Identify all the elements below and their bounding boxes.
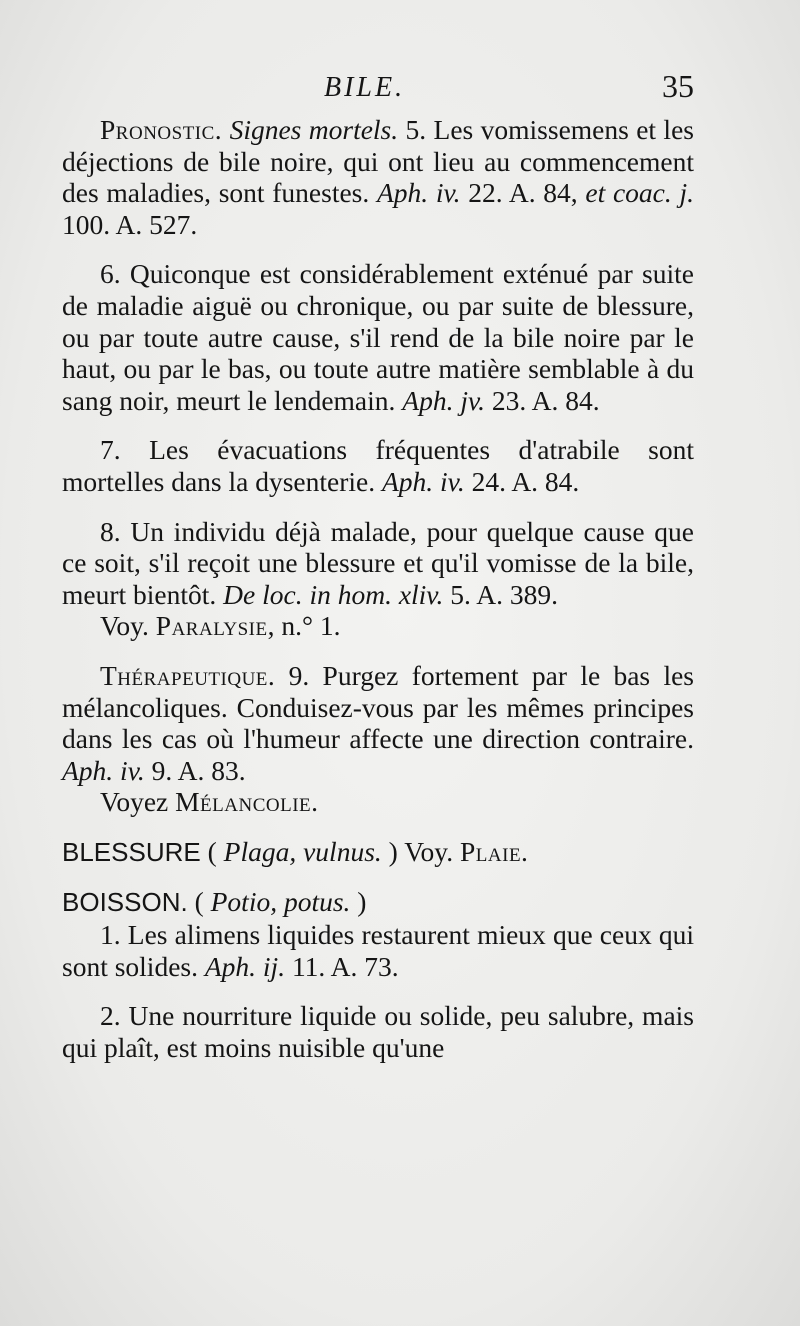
entry-latin-terms: Plaga, vulnus. (223, 835, 382, 867)
reference-de-loc: De loc. in hom. xliv. (223, 578, 444, 610)
reference-aph: Aph. iv. (376, 177, 461, 209)
reference-aph-detail: 11. A. 73. (285, 950, 399, 982)
see-also-melancolie (62, 786, 694, 818)
paragraph-6 (62, 258, 694, 416)
reference-aph: Aph. iv. (62, 754, 145, 786)
see-also-detail: , n.° 1. (267, 610, 341, 642)
boisson-paragraph-1-text: 1. Les alimens liquides restaurent mieux que ceux qui sont solides. (62, 919, 694, 982)
reference-coac-detail: 100. A. 527. (62, 208, 198, 240)
entry-latin-terms: Potio, potus. (210, 886, 351, 918)
see-also-paralysie (62, 610, 694, 642)
reference-aph: Aph. iv. (381, 465, 465, 497)
subheading-signes-mortels: Signes mortels. (229, 114, 399, 145)
paragraph-7 (62, 434, 694, 497)
see-also-target: Plaie. (460, 835, 529, 867)
entry-blessure: BLESSURE ( Plaga, vulnus. ) Voy. Plaie. (62, 835, 529, 867)
page-number: 35 (662, 68, 694, 104)
reference-coac: et coac. j. (585, 177, 694, 209)
reference-aph-detail: 23. A. 84. (485, 384, 600, 416)
see-also-label: Voy. (100, 610, 156, 642)
reference-aph-detail: 22. A. 84, (460, 177, 586, 209)
reference-aph-detail: 9. A. 83. (144, 754, 246, 786)
paragraph-9 (62, 660, 694, 786)
reference-aph: Aph. jv. (402, 384, 485, 416)
see-also-target: Paralysie (155, 610, 268, 642)
boisson-paragraph-1 (62, 919, 694, 982)
boisson-paragraph-2-text: 2. Une nourriture liquide ou solide, peu salubre, mais qui plaît, est moins nuisible qu'une (62, 1000, 694, 1063)
paragraph-7-text: 7. Les évacuations fréquentes d'atrabile sont mortelles dans la dysenterie. (62, 434, 694, 497)
see-also-label: Voyez (100, 786, 176, 818)
boisson-paragraph-2 (62, 1000, 694, 1063)
section-label-pronostic: Pronostic. (100, 114, 223, 145)
see-also-target: Mélancolie. (175, 786, 319, 818)
paragraph-5 (62, 114, 694, 240)
reference-de-loc-detail: 5. A. 389. (443, 578, 558, 610)
section-label-therapeutique: Thérapeutique. (100, 659, 276, 691)
page-body (62, 114, 694, 1063)
paragraph-8-text: 8. Un individu déjà malade, pour quelque cause que ce soit, s'il reçoit une blessure et qu'il vomisse de la bile, meurt bientôt. (62, 515, 694, 610)
paragraph-8 (62, 516, 694, 611)
entry-boisson: BOISSON. ( Potio, potus. ) (62, 886, 367, 918)
reference-aph: Aph. ij. (204, 950, 286, 982)
paragraph-6-text: 6. Quiconque est considérablement exténué par suite de maladie aiguë ou chronique, ou par suite de blessure, ou par toute autre cause, s'il rend de la bile noire par le haut, ou par le bas, ou toute autre matière semblable à du sang noir, meurt le lendemain. (62, 258, 694, 416)
reference-aph-detail: 24. A. 84. (464, 465, 580, 497)
entry-headword: BOISSON. (62, 887, 188, 918)
page-header (62, 68, 694, 112)
see-also-label: Voy. (397, 835, 460, 867)
entry-headword: BLESSURE (62, 836, 201, 867)
running-title: BILE. (324, 72, 406, 103)
paragraph-5-text: 5. Les vomissemens et les déjections de bile noire, qui ont lieu au commencement des maladies, sont funestes. (62, 114, 694, 209)
paragraph-9-text: 9. Purgez fortement par le bas les mélancoliques. Conduisez-vous par les mêmes principes dans les cas où l'humeur affecte une direction contraire. (62, 659, 694, 755)
